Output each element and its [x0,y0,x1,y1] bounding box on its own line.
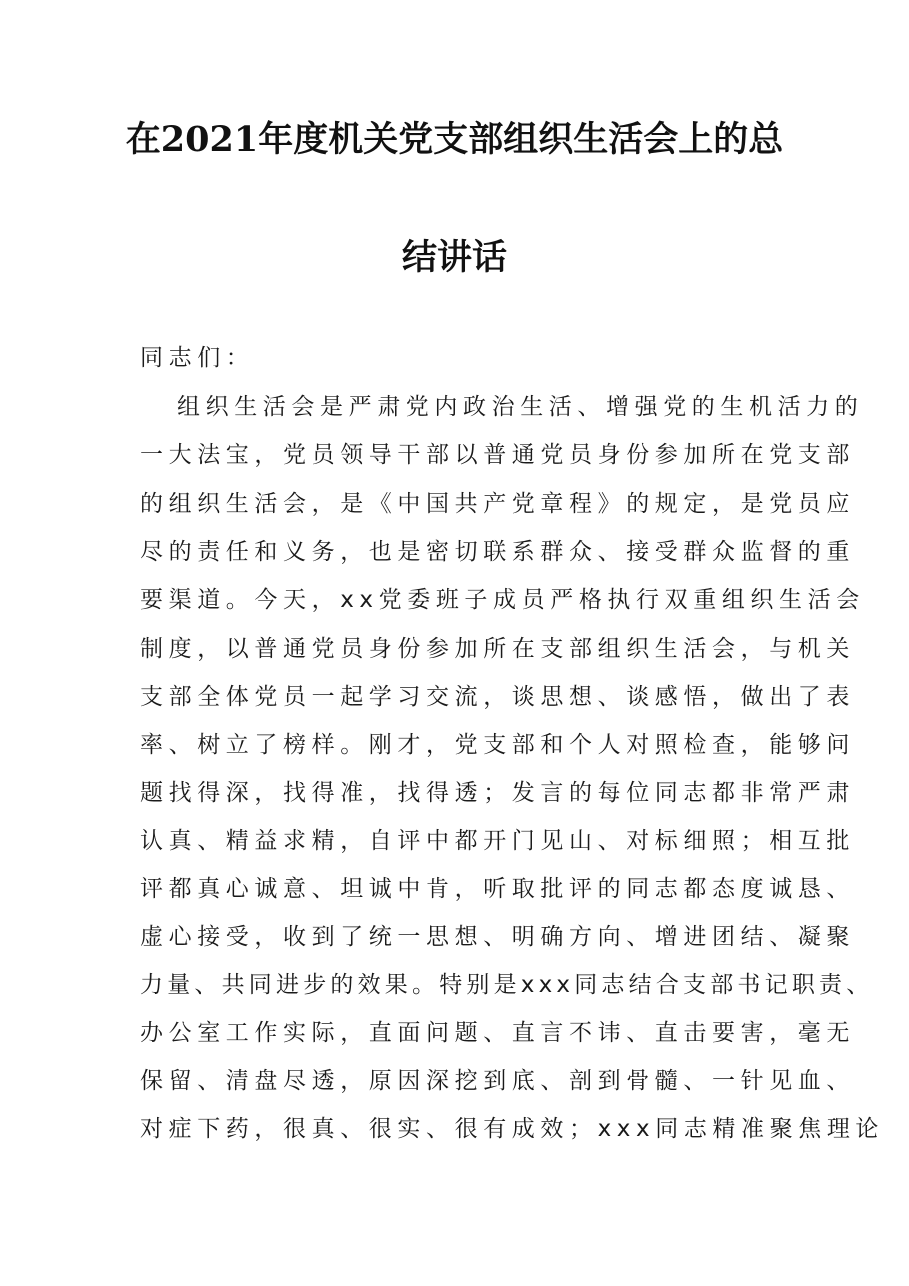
paragraph-line: 的组织生活会，是《中国共产党章程》的规定，是党员应 [140,491,855,517]
paragraph-line: 尽的责任和义务，也是密切联系群众、接受群众监督的重 [140,539,855,565]
paragraph-line: 虚心接受，收到了统一思想、明确方向、增进团结、凝聚 [140,924,855,950]
paragraph-line: 要渠道。今天，xx党委班子成员严格执行双重组织生活会 [140,587,865,613]
paragraph-line: 认真、精益求精，自评中都开门见山、对标细照；相互批 [140,828,855,854]
paragraph-line: 保留、清盘尽透，原因深挖到底、剖到骨髓、一针见血、 [140,1068,855,1094]
paragraph-line: 制度，以普通党员身份参加所在支部组织生活会，与机关 [140,636,855,662]
salutation: 同志们： [140,345,255,371]
paragraph-line: 一大法宝，党员领导干部以普通党员身份参加所在党支部 [140,442,855,468]
paragraph-line: 评都真心诚意、坦诚中肯，听取批评的同志都态度诚恳、 [140,876,855,902]
paragraph-line: 对症下药，很真、很实、很有成效；xxx同志精准聚焦理论 [140,1116,885,1142]
paragraph-line: 组织生活会是严肃党内政治生活、增强党的生机活力的 [177,394,864,420]
paragraph-line: 力量、共同进步的效果。特别是xxx同志结合支部书记职责、 [140,972,874,998]
document-title-line-2: 结讲话 [401,237,507,278]
paragraph-line: 办公室工作实际，直面问题、直言不讳、直击要害，毫无 [140,1020,855,1046]
paragraph-line: 率、树立了榜样。刚才，党支部和个人对照检查，能够问 [140,732,855,758]
paragraph-line: 支部全体党员一起学习交流，谈思想、谈感悟，做出了表 [140,684,855,710]
document-title-line-1: 在2021年度机关党支部组织生活会上的总 [125,119,784,160]
paragraph-line: 题找得深，找得准，找得透；发言的每位同志都非常严肃 [140,780,855,806]
